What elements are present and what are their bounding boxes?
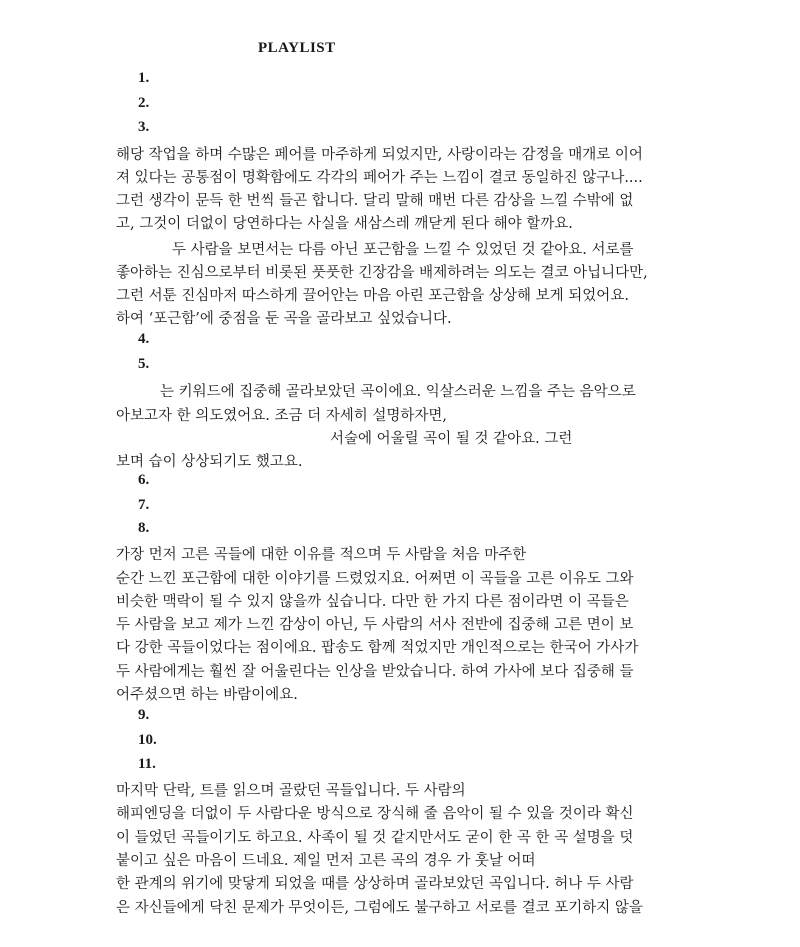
paragraph-2-line-4: 하여 ‘포근함’에 중점을 둔 곡을 골라보고 싶었습니다.: [116, 311, 452, 327]
paragraph-4-line-6: 두 사람에게는 훨씬 잘 어울린다는 인상을 받았습니다. 하여 가사에 보다 집중해 들: [116, 664, 634, 680]
paragraph-3-line-2: 아보고자 한 의도였어요. 조금 더 자세히 설명하자면,: [116, 408, 448, 424]
item-number-2: 2.: [138, 95, 150, 111]
paragraph-5-line-6: 은 자신들에게 닥친 문제가 무엇이든, 그럼에도 불구하고 서로를 결코 포기하지 않을: [116, 900, 643, 916]
paragraph-1-line-2: 져 있다는 공통점이 명확함에도 각각의 페어가 주는 느낌이 결코 동일하진 않구나....: [116, 170, 643, 186]
paragraph-4-line-1: 가장 먼저 고른 곡들에 대한 이유를 적으며 두 사람을 처음 마주한: [116, 547, 527, 563]
item-number-1: 1.: [138, 70, 150, 86]
paragraph-4-line-2: 순간 느낀 포근함에 대한 이야기를 드렸었지요. 어쩌면 이 곡들을 고른 이유도 그와: [116, 571, 634, 587]
item-number-9: 9.: [138, 707, 150, 723]
paragraph-5-line-1: 마지막 단락, 트를 읽으며 골랐던 곡들입니다. 두 사람의: [116, 783, 466, 799]
paragraph-5-line-5: 한 관계의 위기에 맞닿게 되었을 때를 상상하며 골라보았던 곡입니다. 허나 두 사람: [116, 876, 634, 892]
item-number-4: 4.: [138, 331, 150, 347]
item-number-7: 7.: [138, 497, 150, 513]
item-number-10: 10.: [138, 732, 157, 748]
item-number-3: 3.: [138, 119, 150, 135]
paragraph-3-line-3: 서술에 어울릴 곡이 될 것 같아요. 그런: [330, 431, 573, 447]
paragraph-2-line-3: 그런 서툰 진심마저 따스하게 끌어안는 마음 아린 포근함을 상상해 보게 되었어요.: [116, 288, 629, 304]
paragraph-1-line-4: 고, 그것이 더없이 당연하다는 사실을 새삼스레 깨닫게 된다 해야 할까요.: [116, 216, 573, 232]
paragraph-3-line-4: 보며 습이 상상되기도 했고요.: [116, 454, 303, 470]
item-number-5: 5.: [138, 356, 150, 372]
paragraph-1-line-3: 그런 생각이 문득 한 번씩 들곤 합니다. 달리 말해 매번 다른 감상을 느낄 수밖에 없: [116, 193, 634, 209]
paragraph-4-line-4: 두 사람을 보고 제가 느낀 감상이 아닌, 두 사람의 서사 전반에 집중해 고른 면이 보: [116, 617, 634, 633]
paragraph-5-line-4: 붙이고 싶은 마음이 드네요. 제일 먼저 고른 곡의 경우 가 훗날 어떠: [116, 853, 536, 869]
paragraph-5-line-2: 해피엔딩을 더없이 두 사람다운 방식으로 장식해 줄 음악이 될 수 있을 것이라 확신: [116, 806, 634, 822]
paragraph-1-line-1: 해당 작업을 하며 수많은 페어를 마주하게 되었지만, 사랑이라는 감정을 매개로 이어: [116, 147, 643, 163]
item-number-11: 11.: [138, 756, 156, 772]
paragraph-2-line-2: 좋아하는 진심으로부터 비롯된 풋풋한 긴장감을 배제하려는 의도는 결코 아닙니다만,: [116, 265, 648, 281]
paragraph-4-line-3: 비슷한 맥락이 될 수 있지 않을까 싶습니다. 다만 한 가지 다른 점이라면 이 곡들은: [116, 594, 629, 610]
item-number-8: 8.: [138, 520, 150, 536]
paragraph-4-line-5: 다 강한 곡들이었다는 점이에요. 팝송도 함께 적었지만 개인적으로는 한국어 가사가: [116, 640, 639, 656]
item-number-6: 6.: [138, 472, 150, 488]
paragraph-5-line-3: 이 들었던 곡들이기도 하고요. 사족이 될 것 같지만서도 굳이 한 곡 한 곡 설명을 덧: [116, 830, 634, 846]
playlist-title: PLAYLIST: [258, 40, 336, 56]
paragraph-2-line-1: 두 사람을 보면서는 다름 아닌 포근함을 느낄 수 있었던 것 같아요. 서로를: [172, 242, 634, 258]
paragraph-3-line-1: 는 키워드에 집중해 골라보았던 곡이에요. 익살스러운 느낌을 주는 음악으로: [160, 384, 636, 400]
paragraph-4-line-7: 어주셨으면 하는 바람이에요.: [116, 687, 298, 703]
